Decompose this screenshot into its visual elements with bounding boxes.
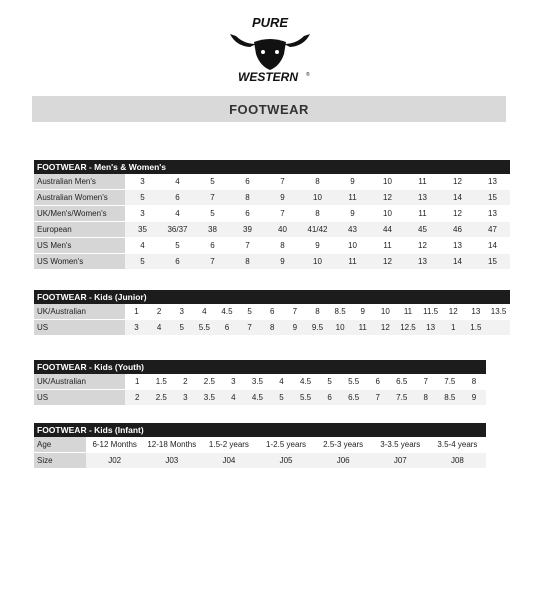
size-cell: 2.5 <box>149 390 173 406</box>
size-cell: 12.5 <box>397 320 420 336</box>
size-cell: 9 <box>462 390 486 406</box>
infant-section <box>34 423 486 469</box>
size-cell: 10 <box>374 304 397 320</box>
size-cell: 8.5 <box>329 304 352 320</box>
size-cell: 6 <box>230 206 265 222</box>
row-label: Size <box>34 453 86 469</box>
size-cell: 5 <box>238 304 261 320</box>
junior-table <box>34 304 510 336</box>
size-cell: 6 <box>160 190 195 206</box>
size-cell: 40 <box>265 222 300 238</box>
size-cell: 5 <box>195 206 230 222</box>
size-cell: 9 <box>351 304 374 320</box>
size-cell: 8 <box>306 304 329 320</box>
size-cell: 4.5 <box>245 390 269 406</box>
size-cell: 4 <box>148 320 171 336</box>
junior-section <box>34 290 510 336</box>
size-cell: 9 <box>335 206 370 222</box>
size-cell: 5 <box>318 374 342 390</box>
size-cell <box>487 320 510 336</box>
size-cell: 10 <box>300 190 335 206</box>
row-label: UK/Australian <box>34 374 125 390</box>
youth-section <box>34 360 486 406</box>
size-cell: 3 <box>221 374 245 390</box>
table-row <box>34 453 486 469</box>
size-cell: J06 <box>315 453 372 469</box>
table-row <box>34 206 510 222</box>
size-cell: 2 <box>173 374 197 390</box>
size-cell: 15 <box>475 190 510 206</box>
size-cell: 14 <box>475 238 510 254</box>
size-cell: 1.5-2 years <box>200 437 257 453</box>
size-cell: 36/37 <box>160 222 195 238</box>
size-cell: 12 <box>405 238 440 254</box>
size-cell: 9 <box>300 238 335 254</box>
size-cell: 3 <box>125 174 160 190</box>
size-cell: 5 <box>170 320 193 336</box>
size-cell: 8 <box>261 320 284 336</box>
size-cell: 10 <box>335 238 370 254</box>
size-cell: 13.5 <box>487 304 510 320</box>
table-row <box>34 437 486 453</box>
table-row <box>34 222 510 238</box>
size-cell: 45 <box>405 222 440 238</box>
size-cell: 12 <box>440 206 475 222</box>
size-cell: 9 <box>335 174 370 190</box>
youth-table <box>34 374 486 406</box>
pure-western-logo <box>226 14 314 84</box>
size-cell: 9.5 <box>306 320 329 336</box>
size-cell: 7 <box>195 254 230 270</box>
row-label: Australian Men's <box>34 174 125 190</box>
size-cell: 12 <box>370 190 405 206</box>
men-women-title: FOOTWEAR - Men's & Women's <box>34 160 510 174</box>
size-cell: 8 <box>462 374 486 390</box>
table-row <box>34 254 510 270</box>
infant-title: FOOTWEAR - Kids (Infant) <box>34 423 486 437</box>
size-cell: 13 <box>405 254 440 270</box>
size-cell: 1-2.5 years <box>257 437 314 453</box>
size-cell: 4 <box>269 374 293 390</box>
size-cell: 5 <box>269 390 293 406</box>
size-cell: 3 <box>173 390 197 406</box>
size-cell: 11 <box>335 254 370 270</box>
size-cell: J04 <box>200 453 257 469</box>
size-cell: 47 <box>475 222 510 238</box>
size-cell: 7 <box>284 304 307 320</box>
size-cell: 1.5 <box>465 320 488 336</box>
youth-title: FOOTWEAR - Kids (Youth) <box>34 360 486 374</box>
men-women-section <box>34 160 510 270</box>
size-cell: 12-18 Months <box>143 437 200 453</box>
size-cell: 5 <box>125 190 160 206</box>
size-cell: 13 <box>475 206 510 222</box>
size-cell: 5.5 <box>193 320 216 336</box>
table-row <box>34 390 486 406</box>
size-cell: 5.5 <box>294 390 318 406</box>
size-cell: 4 <box>193 304 216 320</box>
logo-text-pure: PURE <box>251 15 289 30</box>
size-cell: 7 <box>265 206 300 222</box>
size-cell: 3 <box>125 206 160 222</box>
size-cell: 1 <box>125 374 149 390</box>
row-label: UK/Australian <box>34 304 125 320</box>
size-cell: 43 <box>335 222 370 238</box>
table-row <box>34 374 486 390</box>
size-cell: 7.5 <box>438 374 462 390</box>
size-cell: J05 <box>257 453 314 469</box>
size-cell: 46 <box>440 222 475 238</box>
size-cell: 12 <box>442 304 465 320</box>
size-cell: 4 <box>160 206 195 222</box>
size-cell: 3 <box>170 304 193 320</box>
table-row <box>34 174 510 190</box>
size-cell: 1 <box>442 320 465 336</box>
size-cell: 10 <box>370 206 405 222</box>
size-cell: 8 <box>230 254 265 270</box>
size-cell: 6 <box>160 254 195 270</box>
table-row <box>34 238 510 254</box>
size-cell: 38 <box>195 222 230 238</box>
size-cell: J08 <box>429 453 486 469</box>
size-cell: 6 <box>230 174 265 190</box>
size-cell: 3-3.5 years <box>372 437 429 453</box>
size-cell: 7 <box>230 238 265 254</box>
row-label: Australian Women's <box>34 190 125 206</box>
logo-text-western: WESTERN <box>238 70 298 84</box>
size-cell: 1 <box>125 304 148 320</box>
size-cell: 3 <box>125 320 148 336</box>
size-cell: 6 <box>261 304 284 320</box>
size-cell: 11 <box>405 174 440 190</box>
size-cell: 13 <box>440 238 475 254</box>
junior-title: FOOTWEAR - Kids (Junior) <box>34 290 510 304</box>
size-cell: 13 <box>405 190 440 206</box>
size-cell: 4 <box>125 238 160 254</box>
size-cell: 9 <box>265 254 300 270</box>
row-label: US Men's <box>34 238 125 254</box>
size-cell: 8 <box>230 190 265 206</box>
size-cell: 5 <box>125 254 160 270</box>
row-label: Age <box>34 437 86 453</box>
size-cell: 6.5 <box>342 390 366 406</box>
size-cell: J02 <box>86 453 143 469</box>
size-cell: 14 <box>440 190 475 206</box>
row-label: UK/Men's/Women's <box>34 206 125 222</box>
size-cell: 13 <box>419 320 442 336</box>
size-cell: 8.5 <box>438 390 462 406</box>
size-cell: 9 <box>265 190 300 206</box>
size-cell: 35 <box>125 222 160 238</box>
size-cell: 2.5-3 years <box>315 437 372 453</box>
size-cell: 6 <box>195 238 230 254</box>
size-cell: 11 <box>335 190 370 206</box>
size-cell: 7 <box>366 390 390 406</box>
men-women-table <box>34 174 510 270</box>
size-cell: 7 <box>195 190 230 206</box>
size-cell: 10 <box>370 174 405 190</box>
size-cell: 3.5 <box>197 390 221 406</box>
size-cell: 14 <box>440 254 475 270</box>
size-cell: 8 <box>265 238 300 254</box>
size-cell: 41/42 <box>300 222 335 238</box>
table-row <box>34 320 510 336</box>
size-cell: 4 <box>221 390 245 406</box>
size-cell: 11 <box>351 320 374 336</box>
size-cell: 4.5 <box>216 304 239 320</box>
size-cell: 2.5 <box>197 374 221 390</box>
size-cell: 10 <box>300 254 335 270</box>
size-cell: 3.5 <box>245 374 269 390</box>
size-cell: 6-12 Months <box>86 437 143 453</box>
size-cell: 12 <box>370 254 405 270</box>
size-cell: 39 <box>230 222 265 238</box>
size-cell: 13 <box>475 174 510 190</box>
table-row <box>34 190 510 206</box>
size-cell: 2 <box>125 390 149 406</box>
size-cell: 7 <box>414 374 438 390</box>
row-label: US Women's <box>34 254 125 270</box>
size-cell: 5 <box>195 174 230 190</box>
infant-table <box>34 437 486 469</box>
size-cell: 44 <box>370 222 405 238</box>
size-cell: 9 <box>284 320 307 336</box>
size-cell: 12 <box>374 320 397 336</box>
size-cell: 11 <box>397 304 420 320</box>
row-label: US <box>34 320 125 336</box>
bull-head-icon <box>230 34 310 70</box>
footwear-banner: FOOTWEAR <box>32 96 506 122</box>
size-cell: 6 <box>366 374 390 390</box>
size-cell: 8 <box>414 390 438 406</box>
size-cell: 6.5 <box>390 374 414 390</box>
size-cell: 7.5 <box>390 390 414 406</box>
size-cell: 4 <box>160 174 195 190</box>
size-cell: J07 <box>372 453 429 469</box>
size-cell: 13 <box>465 304 488 320</box>
size-cell: 12 <box>440 174 475 190</box>
size-cell: 8 <box>300 206 335 222</box>
logo-registered-mark: ® <box>306 72 310 78</box>
size-cell: 11 <box>370 238 405 254</box>
size-cell: 5 <box>160 238 195 254</box>
size-cell: 11 <box>405 206 440 222</box>
size-cell: 1.5 <box>149 374 173 390</box>
size-cell: 3.5-4 years <box>429 437 486 453</box>
size-cell: J03 <box>143 453 200 469</box>
row-label: European <box>34 222 125 238</box>
size-cell: 8 <box>300 174 335 190</box>
size-cell: 7 <box>265 174 300 190</box>
size-cell: 4.5 <box>294 374 318 390</box>
size-cell: 11.5 <box>419 304 442 320</box>
size-cell: 5.5 <box>342 374 366 390</box>
size-cell: 7 <box>238 320 261 336</box>
size-cell: 15 <box>475 254 510 270</box>
size-cell: 6 <box>216 320 239 336</box>
size-cell: 10 <box>329 320 352 336</box>
table-row <box>34 304 510 320</box>
row-label: US <box>34 390 125 406</box>
size-cell: 6 <box>318 390 342 406</box>
size-cell: 2 <box>148 304 171 320</box>
